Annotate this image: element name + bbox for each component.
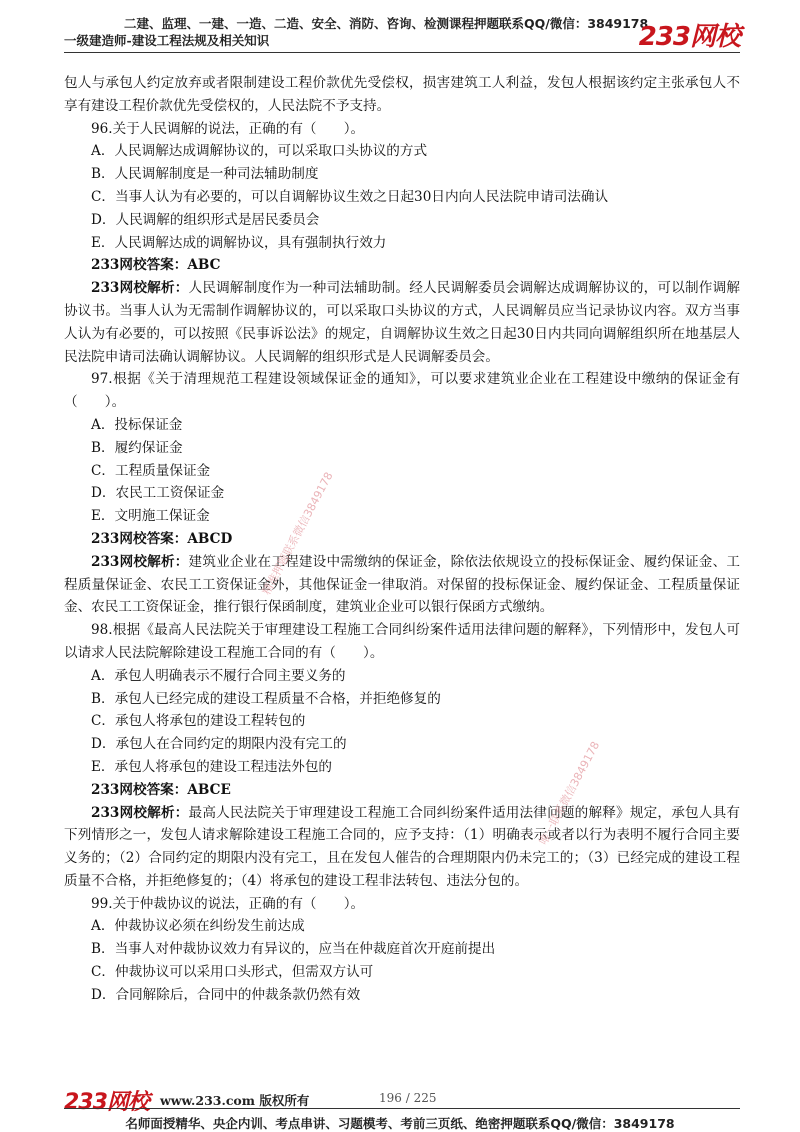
option-96-b: B．人民调解制度是一种司法辅助制度: [91, 166, 319, 183]
explanation-96: [64, 277, 740, 368]
answer-96: 233网校答案：ABC: [91, 257, 221, 274]
question-98: 98.根据《最高人民法院关于审理建设工程施工合同纠纷案件适用法律问题的解释》，下列情形中，发包人可以请求人民法院解除建设工程施工合同的有（ ）。: [64, 622, 740, 661]
header-subject: 一级建造师-建设工程法规及相关知识: [64, 33, 270, 48]
option-98-b: B．承包人已经完成的建设工程质量不合格，并拒绝修复的: [91, 690, 441, 707]
answer-97: 233网校答案：ABCD: [91, 530, 233, 547]
question-97: 97.根据《关于清理规范工程建设领域保证金的通知》，可以要求建筑业企业在工程建设中缴纳的保证金有（ ）。: [64, 371, 740, 411]
option-97-e: E．文明施工保证金: [91, 508, 210, 525]
footer-logo: 233网校: [64, 1090, 149, 1115]
footer-divider: [64, 1108, 740, 1109]
option-96-c: C．当事人认为有必要的，可以自调解协议生效之日起30日内向人民法院申请司法确认: [91, 188, 609, 205]
footer-site: www.233.com 版权所有: [160, 1093, 310, 1108]
watermark-2: 唯一联系微信3849178: [536, 739, 603, 848]
explanation-text: 最高人民法院关于审理建设工程施工合同纠纷案件适用法律问题的解释》规定，承包人具有下列情形之一，发包人请求解除建设工程施工合同的，应予支持：（1）明确表示或者以行为表明不履行合同主要义务的；（2）合同约定的期限内没有完工，且在发包人催告的合理期限内仍未完工的；（3）已经完成的建设工程质量不合格，并拒绝修复的；（4）将承包的建设工程非法转包、违法分包的。: [64, 804, 740, 889]
option-98-c: C．承包人将承包的建设工程转包的: [91, 713, 306, 730]
question-96: 96.关于人民调解的说法，正确的有（ ）。: [91, 120, 365, 137]
option-99-a: A．仲裁协议必须在纠纷发生前达成: [91, 918, 305, 935]
option-99-d: D．合同解除后，合同中的仲裁条款仍然有效: [91, 986, 361, 1003]
explanation-label: 233网校解析：: [91, 280, 189, 297]
page-number: 196 / 225: [379, 1091, 437, 1105]
watermark-1: 精准押题联系微信3849178: [259, 469, 336, 598]
page-body: [64, 72, 740, 1007]
option-96-e: E．人民调解达成的调解协议，具有强制执行效力: [91, 234, 387, 251]
option-98-e: E．承包人将承包的建设工程违法外包的: [91, 758, 333, 775]
option-96-a: A．人民调解达成调解协议的，可以采取口头协议的方式: [91, 143, 428, 160]
option-98-d: D．承包人在合同约定的期限内没有完工的: [91, 736, 347, 753]
option-99-c: C．仲裁协议可以采用口头形式，但需双方认可: [91, 964, 374, 981]
footer-promo: 名师面授精华、央企内训、考点串讲、习题模考、考前三页纸、绝密押题联系QQ/微信：3849178: [125, 1116, 675, 1131]
paragraph-continued: 包人与承包人约定放弃或者限制建设工程价款优先受偿权，损害建筑工人利益，发包人根据该约定主张承包人不享有建设工程价款优先受偿权的，人民法院不予支持。: [64, 75, 740, 114]
option-97-d: D．农民工工资保证金: [91, 485, 225, 502]
option-98-a: A．承包人明确表示不履行合同主要义务的: [91, 667, 346, 684]
explanation-label: 233网校解析：: [91, 553, 189, 570]
explanation-97: [64, 551, 740, 619]
explanation-text: 建筑业企业在工程建设中需缴纳的保证金，除依法依规设立的投标保证金、履约保证金、工程质量保证金、农民工工资保证金外，其他保证金一律取消。对保留的投标保证金、履约保证金、工程质量保证金、农民工工资保证金，推行银行保函制度，建筑业企业可以银行保函方式缴纳。: [64, 553, 740, 616]
header-divider: [64, 52, 740, 53]
option-97-c: C．工程质量保证金: [91, 462, 211, 479]
option-99-b: B．当事人对仲裁协议效力有异议的，应当在仲裁庭首次开庭前提出: [91, 941, 496, 958]
option-97-b: B．履约保证金: [91, 439, 183, 456]
header-promo: 二建、监理、一建、一造、二造、安全、消防、咨询、检测课程押题联系QQ/微信：3849178: [124, 16, 649, 31]
answer-98: 233网校答案：ABCE: [91, 781, 231, 798]
explanation-98: [64, 802, 740, 893]
header-logo: 233网校: [638, 22, 740, 52]
page-header: [64, 14, 740, 50]
option-97-a: A．投标保证金: [91, 416, 183, 433]
option-96-d: D．人民调解的组织形式是居民委员会: [91, 211, 320, 228]
question-99: 99.关于仲裁协议的说法，正确的有（ ）。: [91, 895, 365, 912]
explanation-text: 人民调解制度作为一种司法辅助制。经人民调解委员会调解达成调解协议的，可以制作调解协议书。当事人认为无需制作调解协议的，可以采取口头协议的方式，人民调解员应当记录协议内容。双方当事人认为有必要的，可以按照《民事诉讼法》的规定，自调解协议生效之日起30日内共同向调解组织所在地基层人民法院申请司法确认调解协议。人民调解的组织形式是人民调解委员会。: [64, 280, 740, 365]
explanation-label: 233网校解析：: [91, 804, 189, 821]
